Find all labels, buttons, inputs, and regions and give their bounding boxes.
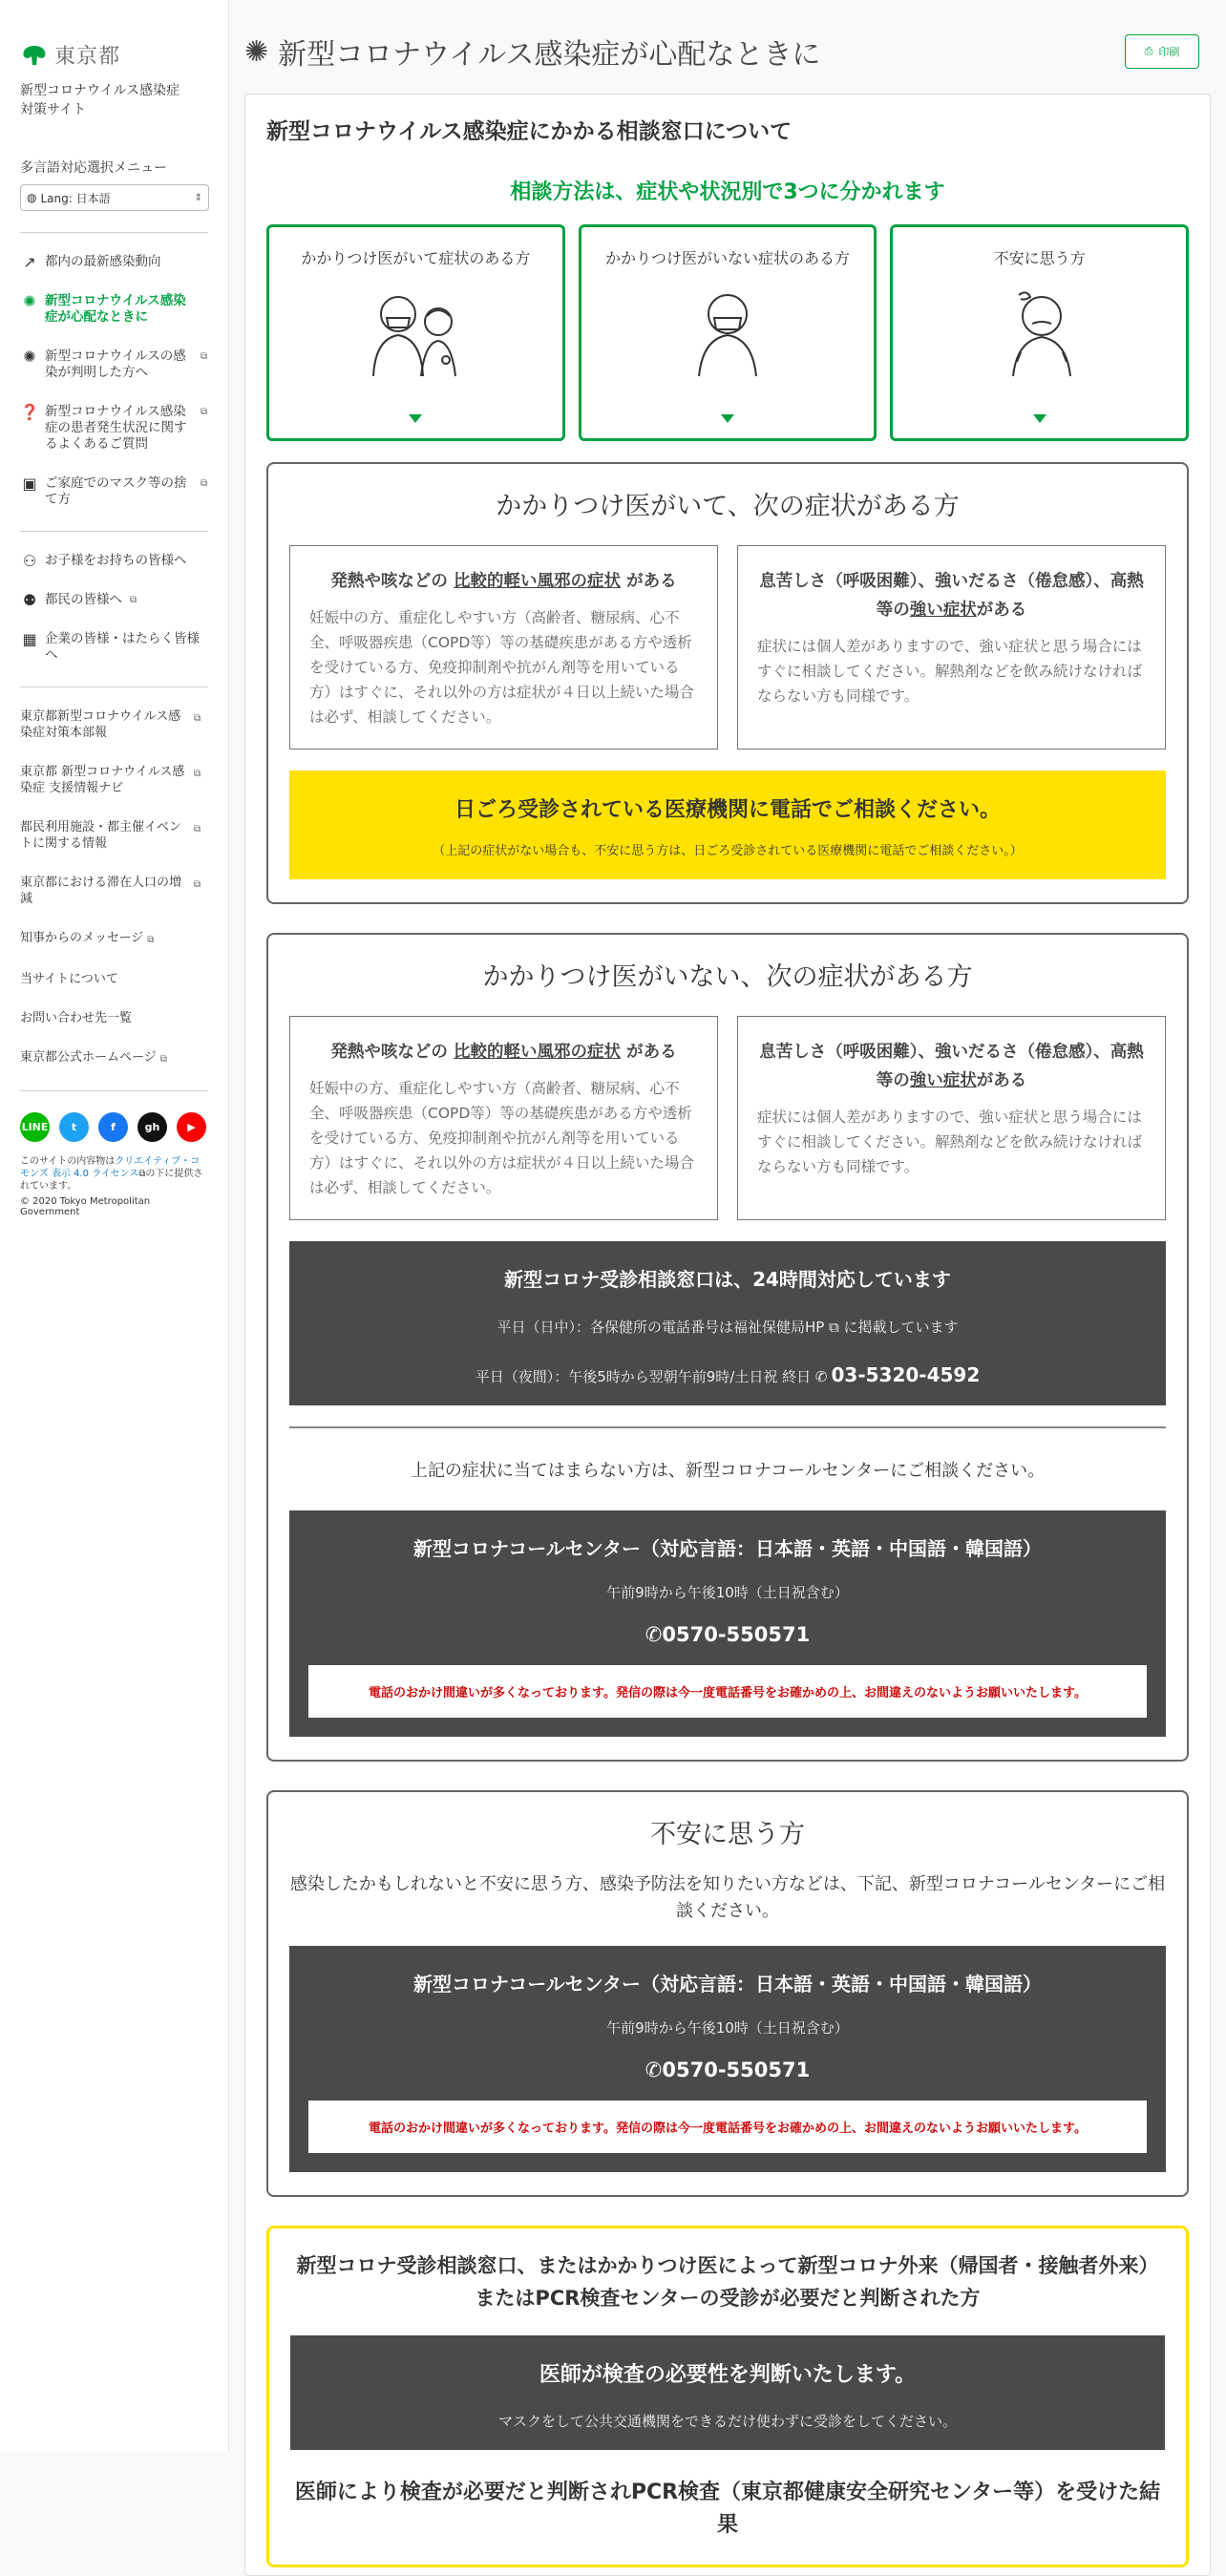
logo-text: 東京都 [54,45,121,69]
masked-person-icon [670,285,785,376]
mild-symptoms-heading [309,567,698,596]
heading-emphasis: 比較的軽い風邪の症状 [454,572,621,591]
nav-item-faq[interactable] [20,404,208,453]
link-label: 東京都新型コロナウイルス感染症対策本部報 [20,709,181,740]
external-link-icon: ⧉ [130,595,137,605]
nav-item-label: 都内の最新感染動向 [45,254,161,269]
consult-night-text: 平日（夜間）：午後5時から翌朝午前9時/土日祝 終日 [475,1368,812,1385]
heading-text: がある [976,1071,1027,1090]
link-label: 東京都における滞在人口の増減 [20,876,182,906]
youtube-icon[interactable]: ▶ [177,1112,206,1142]
external-link-icon: ⧉ [159,1054,167,1065]
doctor-and-patient-icon [358,285,473,376]
select-caret-icon: ⇕ [194,192,202,203]
external-link-icon: ⧉ [201,407,208,417]
section-anxious [266,1790,1189,2197]
print-button[interactable] [1125,34,1199,69]
option-anxious[interactable] [890,224,1189,441]
section-with-doctor [266,462,1189,904]
link-support-navi[interactable] [20,764,208,796]
external-link-icon: ⧉ [194,879,201,890]
severe-symptoms-box [737,545,1166,750]
option-with-doctor[interactable] [266,224,565,441]
external-link-icon: ⧉ [194,713,201,724]
chevron-down-icon [1033,414,1046,423]
consult-center-box [289,1241,1166,1405]
nav-item-worried[interactable] [20,293,208,326]
nav-item-label: 新型コロナウイルス感染症の患者発生状況に関するよくあるご質問 [45,404,187,452]
call-center-phone[interactable] [308,1623,1147,1646]
heading-emphasis: 強い症状 [909,1071,977,1090]
consult-night [308,1363,1147,1386]
consult-daytime-text: に掲載しています [843,1319,959,1336]
language-select-value: Lang: 日本語 [40,191,111,205]
link-label: お問い合わせ先一覧 [20,1011,133,1025]
call-center-box [289,1510,1166,1737]
call-clinic-main: 日ごろ受診されている医療機関に電話でご相談ください。 [454,798,1001,822]
symptom-columns [289,545,1166,750]
phone-icon: ✆ [645,2059,663,2081]
external-link-icon[interactable]: ⧉ [829,1319,839,1336]
call-clinic-box [289,771,1166,879]
heading-emphasis: 強い症状 [909,601,977,620]
site-name: 新型コロナウイルス感染症対策サイト [20,83,180,117]
nav-item-label: 新型コロナウイルスの感染が判明した方へ [45,348,186,380]
link-label: 当サイトについて [20,972,118,986]
call-center-hours: 午前9時から午後10時（土日祝含む） [606,2019,849,2037]
github-icon[interactable]: gh [137,1112,167,1142]
consult-title: 新型コロナ受診相談窓口は、24時間対応しています [504,1268,951,1291]
heading-emphasis: 比較的軽い風邪の症状 [454,1043,621,1062]
phone-icon: ✆ [814,1368,828,1385]
nav-list-2 [20,553,208,664]
divider [20,232,208,233]
call-center-hours: 午前9時から午後10時（土日祝含む） [606,1584,849,1601]
nav-item-label: お子様をお持ちの皆様へ [45,553,187,568]
option-label: 不安に思う方 [993,249,1086,267]
external-link-icon: ⧉ [194,824,201,834]
severe-symptoms-body: 症状には個人差がありますので、強い症状と思う場合にはすぐに相談してください。解熱剤などを飲み続けなければならない方も同様です。 [757,1109,1143,1175]
nav-item-mask-disposal[interactable] [20,475,208,508]
link-governor-message[interactable] [20,930,208,948]
section-title: かかりつけ医がいて、次の症状がある方 [496,492,960,521]
anxious-person-icon [983,285,1097,376]
social-links [20,1112,208,1142]
tokyo-logo-icon [20,44,49,67]
external-link-icon: ⧉ [138,1169,146,1179]
section-without-doctor [266,933,1189,1762]
mild-symptoms-heading [309,1038,698,1066]
trash-icon: ▣ [22,475,37,493]
main-content [244,0,1199,2576]
pcr-result-heading: 医師により検査が必要だと判断されPCR検査（東京都健康安全研究センター等）を受けた結果 [294,2481,1161,2537]
doctor-judgement-box [290,2335,1165,2450]
option-label: かかりつけ医がいない症状のある方 [605,249,851,267]
nav-item-label: 都民の皆様へ [45,592,122,607]
license-pre: このサイトの内容物は [20,1156,116,1167]
print-button-label: 印刷 [1158,46,1180,58]
link-contact[interactable] [20,1010,208,1026]
facebook-icon[interactable]: f [98,1112,128,1142]
section-referred [266,2226,1189,2567]
option-label: かかりつけ医がいて症状のある方 [301,249,531,267]
nav-item-business[interactable] [20,631,208,664]
heading-text: 発熱や咳などの [330,572,448,591]
divider [289,1426,1166,1428]
twitter-icon[interactable]: t [59,1112,89,1142]
nav-item-label: 新型コロナウイルス感染症が心配なときに [45,293,186,325]
severe-symptoms-heading [757,567,1146,624]
language-select[interactable] [20,184,209,211]
trend-icon: ↗ [23,253,36,271]
heading-text: がある [626,1043,677,1062]
consult-phone[interactable]: 03-5320-4592 [831,1363,981,1386]
wrong-number-warning: 電話のおかけ間違いが多くなっております。発信の際は今一度電話番号をお確かめの上、お間違えのないようお願いいたします。 [308,2101,1147,2153]
mild-symptoms-body: 妊娠中の方、重症化しやすい方（高齢者、糖尿病、心不全、呼吸器疾患（COPD等）等の基礎疾患がある方や透析を受けている方、免疫抑制剤や抗がん剤等を用いている方）はすぐに、それ以外の方は症状が４日以上続いた場合は必ず、相談してください。 [309,1080,695,1196]
external-link-icon: ⧉ [201,478,208,489]
heading-text: 発熱や咳などの [330,1043,448,1062]
link-label: 知事からのメッセージ [20,931,144,945]
virus-icon: ✺ [23,292,36,310]
link-facilities-events[interactable] [20,819,208,852]
heading-text: がある [976,601,1027,620]
phone-number: 0570-550571 [662,2059,811,2081]
links-list [20,708,208,1067]
symptom-columns [289,1016,1166,1220]
nav-item-infected[interactable] [20,348,208,381]
section-text: 感染したかもしれないと不安に思う方、感染予防法を知りたい方などは、下記、新型コロナコールセンターにご相談ください。 [289,1874,1166,1921]
virus-icon: ✺ [244,34,269,69]
heading-text: 息苦しさ（呼吸困難）、強いだるさ（倦怠感）、高熱等の [759,1043,1144,1090]
link-label: 東京都 新型コロナウイルス感染症 支援情報ナビ [20,765,185,795]
severe-symptoms-heading [757,1038,1146,1095]
line-icon[interactable]: LINE [20,1112,50,1142]
mild-symptoms-box [289,1016,718,1220]
page-header [244,31,1199,73]
external-link-icon: ⧉ [147,935,155,945]
section-title: かかりつけ医がいない、次の症状がある方 [482,962,973,992]
section-title: 不安に思う方 [650,1820,805,1849]
link-population[interactable] [20,875,208,907]
card-subtitle: 相談方法は、症状や状況別で3つに分かれます [510,180,945,204]
people-icon: ⚉ [22,591,37,609]
link-label: 都民利用施設・都主催イベントに関する情報 [20,820,182,851]
building-icon: ▦ [22,630,37,648]
consult-daytime-text: 平日（日中）：各保健所の電話番号は福祉保健局HP [497,1319,825,1336]
other-symptoms-text: 上記の症状に当てはまらない方は、新型コロナコールセンターにご相談ください。 [410,1461,1046,1481]
chevron-down-icon [721,414,734,423]
mild-symptoms-body: 妊娠中の方、重症化しやすい方（高齢者、糖尿病、心不全、呼吸器疾患（COPD等）等の基礎疾患がある方や透析を受けている方、免疫抑制剤や抗がん剤等を用いている方）はすぐに、それ以外の方は症状が４日以上続いた場合は必ず、相談してください。 [309,609,695,726]
license-post: の下に提供されています。 [20,1169,203,1192]
phone-icon: ✆ [645,1623,663,1646]
nav-item-children[interactable] [20,553,208,569]
call-center-phone[interactable] [308,2059,1147,2081]
nav-item-latest-trends[interactable] [20,254,208,270]
mild-symptoms-box [289,545,718,750]
doctor-judgement-title: 医師が検査の必要性を判断いたします。 [539,2363,917,2387]
divider [20,531,208,532]
doctor-judgement-note: マスクをして公共交通機関をできるだけ使わずに受診をしてください。 [497,2413,957,2430]
nav-item-label: 企業の皆様・はたらく皆様へ [45,631,200,663]
option-selector [266,224,1189,441]
heading-text: がある [626,572,677,591]
printer-icon: ⎙ [1144,45,1153,57]
lang-menu-title: 多言語対応選択メニュー [20,160,167,176]
consultation-card [244,94,1211,2576]
link-label: 東京都公式ホームページ [20,1050,157,1065]
divider [20,1090,208,1091]
option-without-doctor[interactable] [579,224,877,441]
copyright: © 2020 Tokyo Metropolitan Government [20,1196,151,1217]
severe-symptoms-box [737,1016,1166,1220]
call-center-title: 新型コロナコールセンター（対応言語：日本語・英語・中国語・韓国語） [413,1537,1042,1560]
question-icon: ❓ [20,403,39,421]
wrong-number-warning: 電話のおかけ間違いが多くなっております。発信の際は今一度電話番号をお確かめの上、お間違えのないようお願いいたします。 [308,1665,1147,1718]
link-hq-bulletin[interactable] [20,708,208,741]
license-text [20,1155,208,1193]
link-tokyo-official[interactable] [20,1049,208,1067]
card-title: 新型コロナウイルス感染症にかかる相談窓口について [266,119,793,144]
divider [20,686,208,687]
call-center-box [289,1946,1166,2172]
link-about[interactable] [20,971,208,987]
chevron-down-icon [409,414,422,423]
severe-symptoms-body: 症状には個人差がありますので、強い症状と思う場合にはすぐに相談してください。解熱剤などを飲み続けなければならない方も同様です。 [757,638,1143,705]
virus-icon: ✺ [23,348,36,366]
external-link-icon: ⧉ [201,351,208,362]
sidebar [0,0,229,2452]
license-link[interactable]: クリエイティブ・コモンズ 表示 4.0 ライセンス [20,1156,201,1179]
section-title: 新型コロナ受診相談窓口、またはかかりつけ医によって新型コロナ外来（帰国者・接触者外来）またはPCR検査センターの受診が必要だと判断された方 [296,2254,1159,2310]
external-link-icon: ⧉ [194,769,201,779]
phone-number: 0570-550571 [662,1623,811,1646]
logo[interactable] [20,40,208,70]
page-title: 新型コロナウイルス感染症が心配なときに [278,38,821,72]
call-clinic-note: （上記の症状がない場合も、不安に思う方は、日ごろ受診されている医療機関に電話でご相談ください。） [433,844,1023,858]
heading-text: 息苦しさ（呼吸困難）、強いだるさ（倦怠感）、高熱等の [759,572,1144,620]
nav-list [20,254,208,508]
consult-daytime [308,1317,1147,1337]
nav-item-label: ご家庭でのマスク等の捨て方 [45,475,187,507]
nav-item-citizens[interactable] [20,592,208,608]
globe-icon: ◍ [27,191,37,204]
family-icon: ⚇ [22,552,37,570]
call-center-title: 新型コロナコールセンター（対応言語：日本語・英語・中国語・韓国語） [413,1973,1042,1995]
